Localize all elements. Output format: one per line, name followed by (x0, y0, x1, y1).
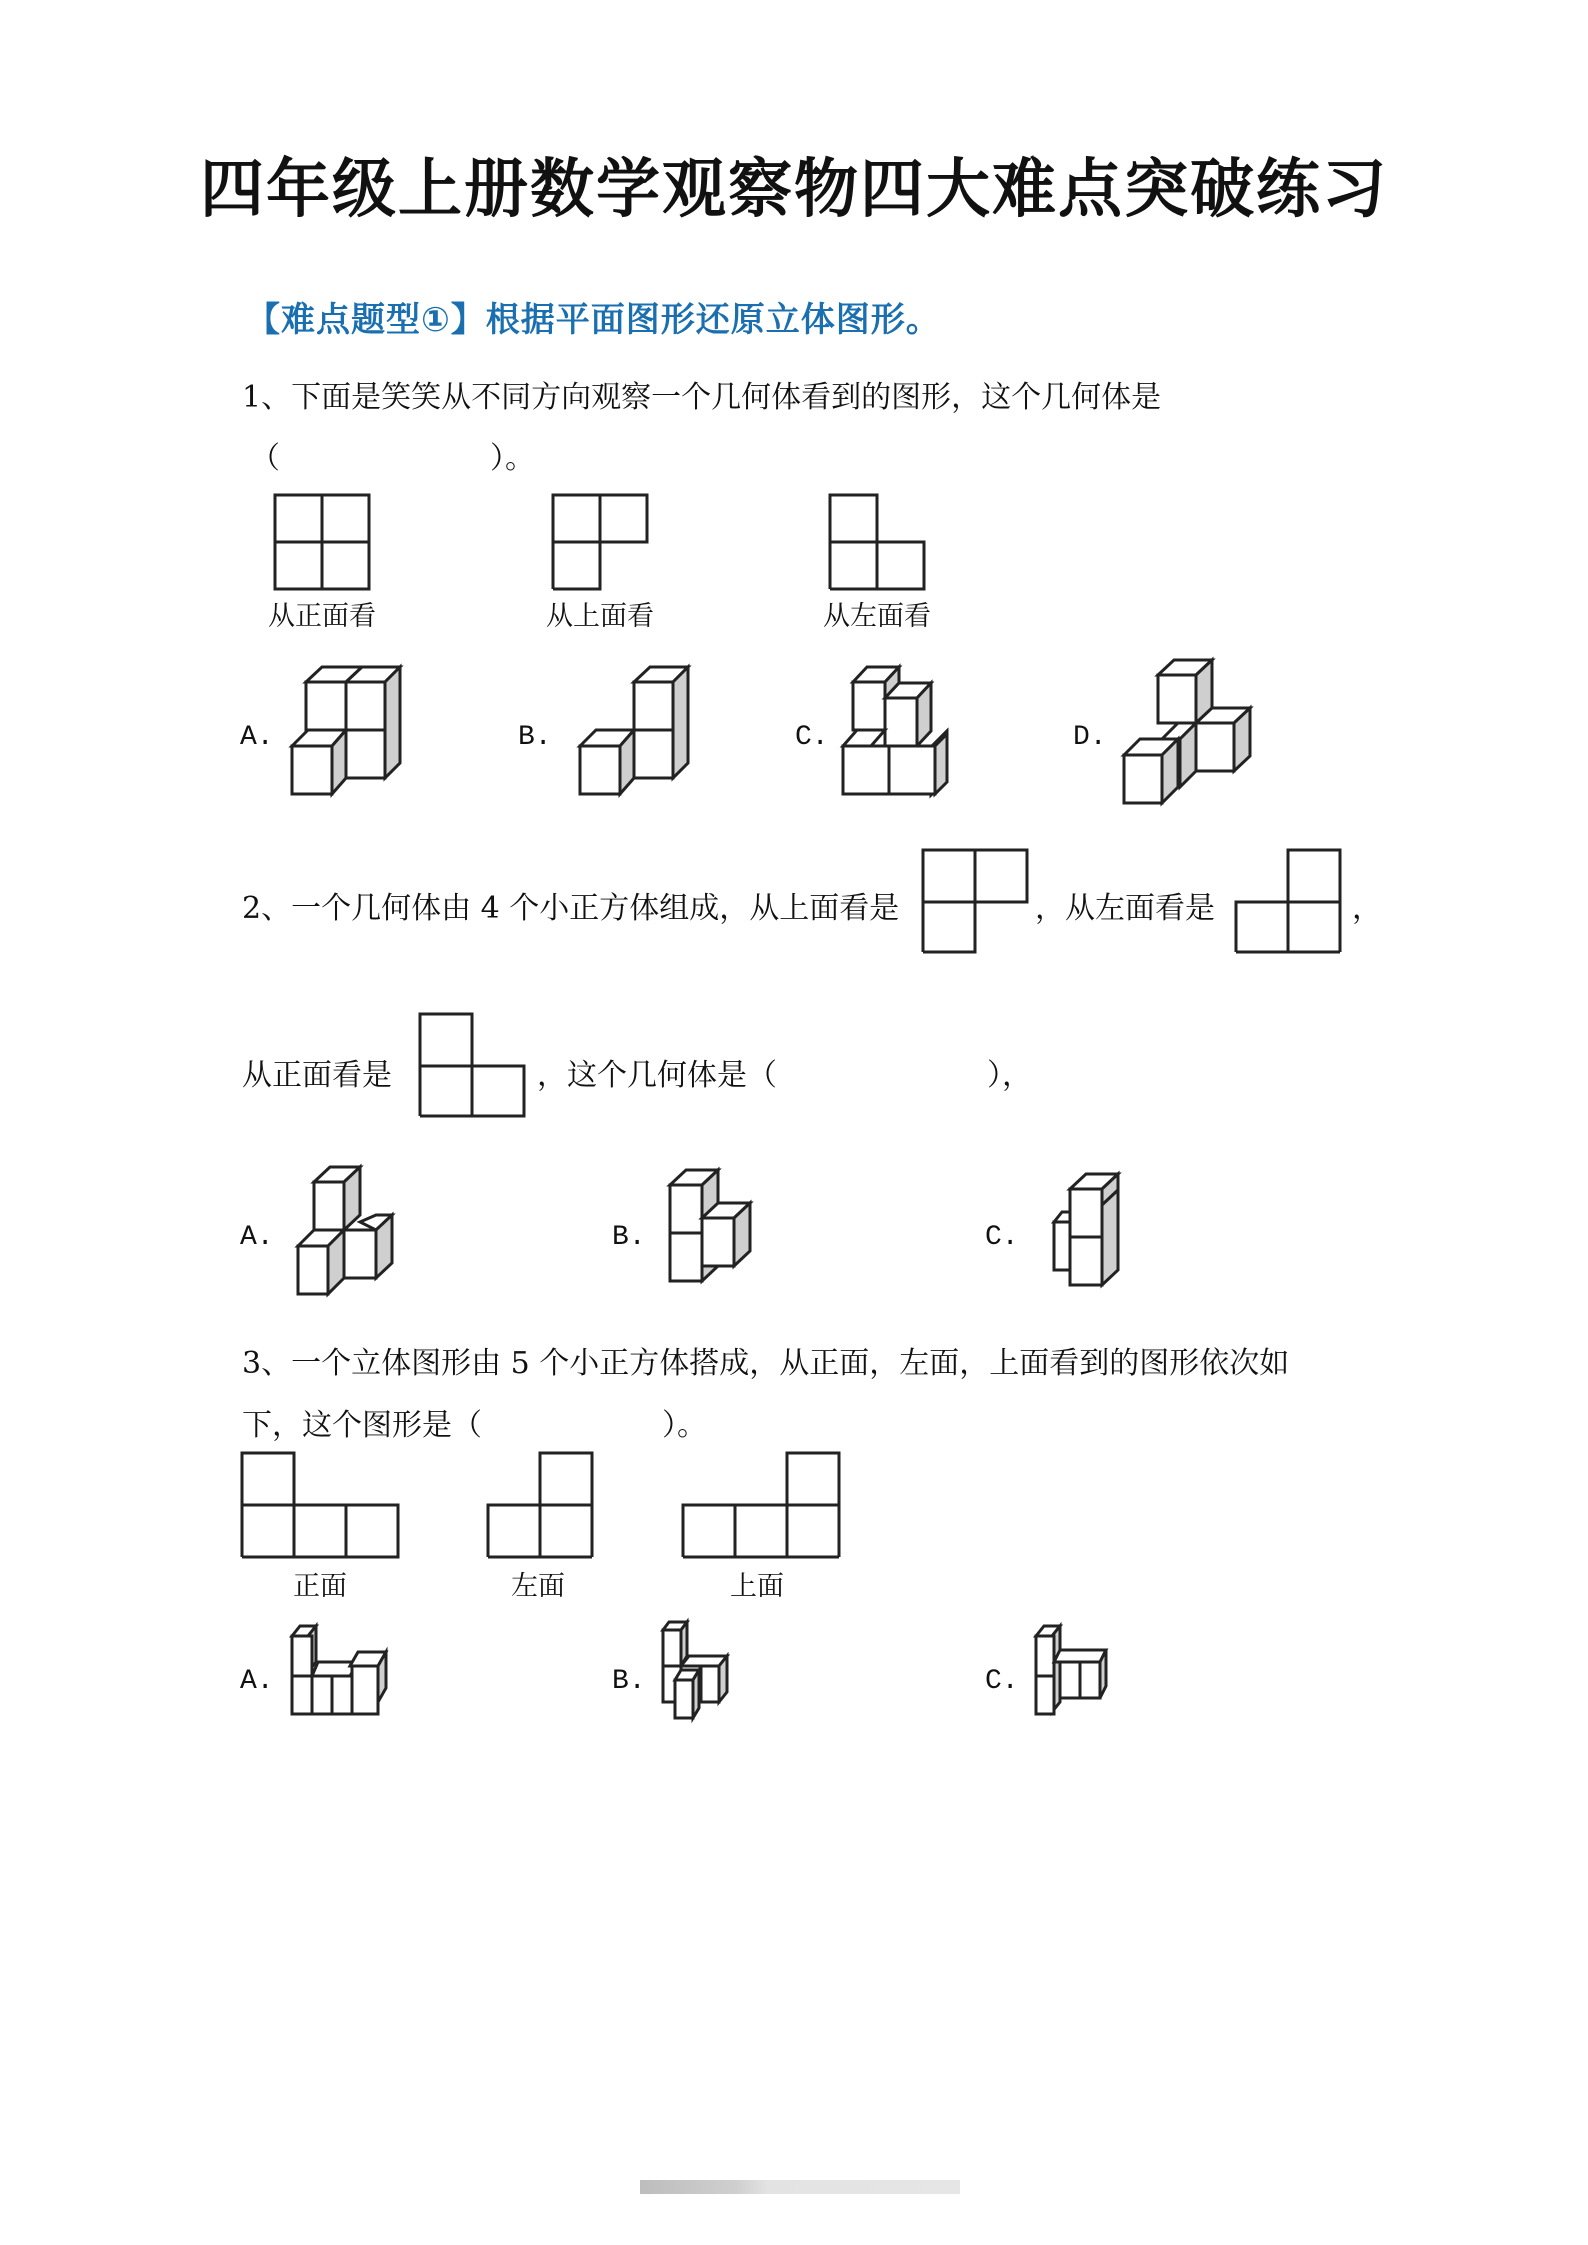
q1-front-view-figure (275, 495, 375, 595)
q1-option-d-label[interactable]: D. (1073, 722, 1107, 753)
q2-option-b-figure[interactable] (668, 1168, 808, 1318)
q1-top-view-figure (553, 495, 653, 595)
q3-option-a-figure[interactable] (290, 1622, 430, 1732)
q1-left-view-label: 从左面看 (823, 601, 931, 632)
q1-option-a-label[interactable]: A. (240, 722, 274, 753)
q1-option-d-figure[interactable] (1118, 658, 1278, 818)
q2-text-part2: ，从左面看是 (1035, 891, 1215, 926)
q1-option-c-label[interactable]: C. (795, 722, 829, 753)
footer-watermark-bar (640, 2180, 960, 2194)
q2-top-view-figure (923, 850, 1033, 960)
q2-text-part1: 2、一个几何体由 4 个小正方体组成，从上面看是 (242, 891, 900, 926)
q3-option-c-label[interactable]: C. (985, 1666, 1019, 1697)
q1-option-b-figure[interactable] (558, 665, 708, 815)
q3-option-a-label[interactable]: A. (240, 1666, 274, 1697)
q3-top-view-label: 上面 (730, 1571, 784, 1602)
q3-left-view-label: 左面 (511, 1571, 565, 1602)
q3-left-view-figure (488, 1453, 598, 1563)
page-title: 四年级上册数学观察物四大难点突破练习 (200, 153, 1388, 227)
q1-answer-blank: （ ）。 (250, 441, 535, 476)
q1-top-view-label: 从上面看 (546, 601, 654, 632)
q2-option-b-label[interactable]: B. (612, 1222, 646, 1253)
q2-text-part3: ， (1352, 891, 1382, 926)
q2-option-a-label[interactable]: A. (240, 1222, 274, 1253)
q3-front-view-figure (242, 1453, 412, 1563)
q3-option-b-figure[interactable] (661, 1620, 801, 1730)
q1-option-a-figure[interactable] (280, 665, 430, 815)
q2-left-view-figure (1236, 850, 1346, 960)
q1-front-view-label: 从正面看 (268, 601, 376, 632)
q2-text-part4: 从正面看是 (242, 1058, 392, 1093)
q1-option-c-figure[interactable] (835, 665, 985, 815)
q1-text-line1: 1、下面是笑笑从不同方向观察一个几何体看到的图形，这个几何体是 (242, 380, 1162, 415)
q3-top-view-figure (683, 1453, 853, 1563)
section-heading: 【难点题型①】根据平面图形还原立体图形。 (246, 300, 941, 340)
q3-text-line1: 3、一个立体图形由 5 个小正方体搭成，从正面，左面，上面看到的图形依次如 (242, 1346, 1290, 1381)
q3-option-c-figure[interactable] (1034, 1622, 1174, 1732)
q2-option-c-figure[interactable] (1052, 1172, 1192, 1322)
q1-left-view-figure (830, 495, 930, 595)
q3-option-b-label[interactable]: B. (612, 1666, 646, 1697)
q1-option-b-label[interactable]: B. (518, 722, 552, 753)
q3-text-line2: 下，这个图形是（ ）。 (242, 1408, 707, 1443)
q2-text-part5: ，这个几何体是（ ）， (537, 1058, 1032, 1093)
q2-option-c-label[interactable]: C. (985, 1222, 1019, 1253)
q3-front-view-label: 正面 (293, 1571, 347, 1602)
q2-option-a-figure[interactable] (292, 1165, 432, 1315)
q2-front-view-figure (420, 1014, 530, 1124)
